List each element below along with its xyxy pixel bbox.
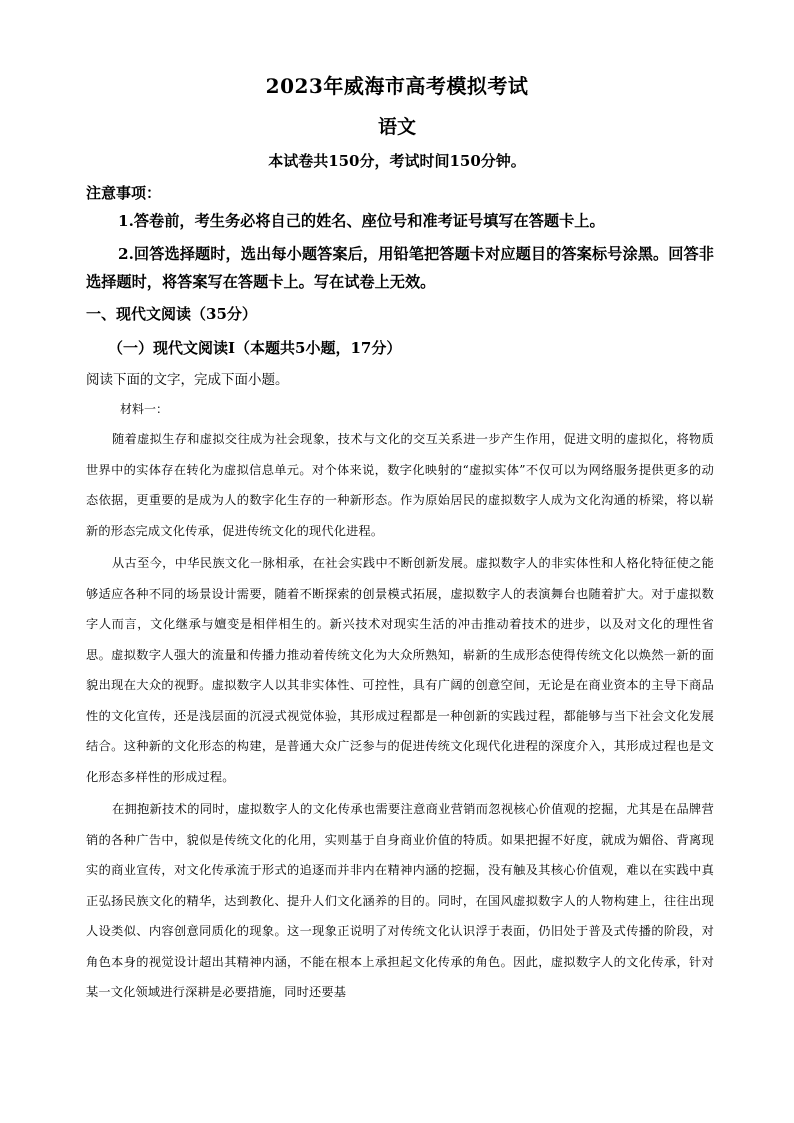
notes-heading: 注意事项： bbox=[86, 184, 162, 202]
reading-instruction: 阅读下面的文字，完成下面小题。 bbox=[86, 372, 289, 388]
note-item-2: 2.回答选择题时，选出每小题答案后，用铅笔把答题卡对应题目的答案标号涂黑。回答非选择题时，将答案写在答题卡上。写在试卷上无效。 bbox=[86, 245, 714, 291]
exam-info: 本试卷共150分，考试时间150分钟。 bbox=[268, 152, 526, 170]
reading-passage bbox=[86, 424, 714, 1010]
passage-paragraph: 在拥抱新技术的同时，虚拟数字人的文化传承也需要注意商业营销而忽视核心价值观的挖掘，尤其是在品牌营销的各种广告中，貌似是传统文化的化用，实则基于自身商业价值的特质。如果把握不好度，就成为媚俗、背离现实的商业宣传，对文化传承流于形式的追逐而并非内在精神内涵的挖掘，没有触及其核心价值观，难以在实践中真正弘扬民族文化的精华，达到教化、提升人们文化涵养的目的。同时，在国风虚拟数字人的人物构建上，往往出现人设类似、内容创意同质化的现象。这一现象正说明了对传统文化认识浮于表面，仍旧处于普及式传播的阶段，对角色本身的视觉设计超出其精神内涵，不能在根本上承担起文化传承的角色。因此，虚拟数字人的文化传承，针对某一文化领域进行深耕是必要措施，同时还要基 bbox=[86, 802, 714, 999]
passage-paragraph: 随着虚拟生存和虚拟交往成为社会现象，技术与文化的交互关系进一步产生作用，促进文明的虚拟化，将物质世界中的实体存在转化为虚拟信息单元。对个体来说，数字化映射的“虚拟实体”不仅可以为网络服务提供更多的动态依据，更重要的是成为人的数字化生存的一种新形态。作为原始居民的虚拟数字人成为文化沟通的桥梁，将以崭新的形态完成文化传承，促进传统文化的现代化进程。 bbox=[86, 432, 714, 538]
passage-paragraph: 从古至今，中华民族文化一脉相承，在社会实践中不断创新发展。虚拟数字人的非实体性和人格化特征使之能够适应各种不同的场景设计需要，随着不断探索的创景模式拓展，虚拟数字人的表演舞台也随着扩大。对于虚拟数字人而言，文化继承与嬗变是相伴相生的。新兴技术对现实生活的冲击推动着技术的进步，以及对文化的理性省思。虚拟数字人强大的流量和传播力推动着传统文化为大众所熟知，崭新的生成形态使得传统文化以焕然一新的面貌出现在大众的视野。虚拟数字人以其非实体性、可控性，具有广阔的创意空间，无论是在商业资本的主导下商品性的文化宣传，还是浅层面的沉浸式视觉体验，其形成过程都是一种创新的实践过程，都能够与当下社会文化发展结合。这种新的文化形态的构建，是普通大众广泛参与的促进传统文化现代化进程的深度介入，其形成过程也是文化形态多样性的形成过程。 bbox=[86, 556, 714, 784]
exam-subject: 语文 bbox=[377, 116, 416, 138]
exam-title: 2023年威海市高考模拟考试 bbox=[265, 74, 529, 98]
subsection-heading: （一）现代文阅读Ⅰ（本题共5小题，17分） bbox=[108, 339, 402, 357]
note-item-1: 1.答卷前，考生务必将自己的姓名、座位号和准考证号填写在答题卡上。 bbox=[118, 212, 605, 230]
material-label: 材料一： bbox=[120, 402, 169, 416]
section-heading: 一、现代文阅读（35分） bbox=[86, 305, 257, 323]
